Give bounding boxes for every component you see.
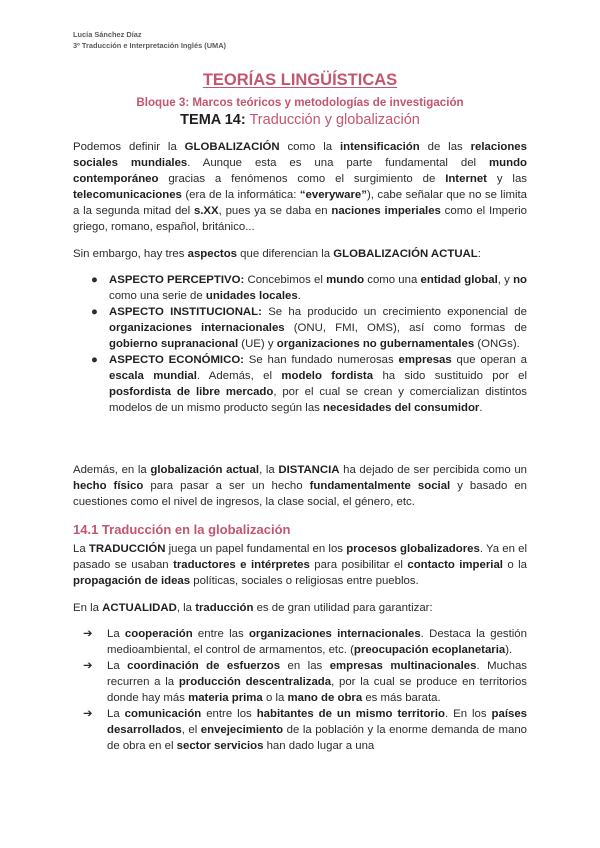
text-run: políticas, sociales o religiosas entre pueblos.	[190, 575, 419, 587]
list-item	[73, 626, 527, 658]
aspect-institutional	[109, 306, 527, 350]
text-run: que operan a	[451, 354, 527, 366]
author-name: Lucía Sánchez Díaz	[73, 30, 142, 39]
bold-term: empresas	[398, 354, 452, 366]
bold-term: comunicación	[124, 708, 202, 720]
bold-term: modelo fordista	[281, 370, 374, 382]
text-run: entre las	[192, 628, 249, 640]
text-run: . Aunque esta es una parte fundamental del	[187, 157, 490, 169]
arrow-icon: ➔	[83, 660, 93, 672]
text-run: .	[297, 290, 301, 302]
text-run: y las	[486, 173, 527, 185]
bold-term: envejecimiento	[200, 724, 284, 736]
actuality-intro-text	[73, 600, 527, 616]
topic-name: Traducción y globalización	[249, 112, 420, 128]
bold-term: organizaciones internacionales	[109, 322, 285, 334]
topic-label: TEMA 14:	[180, 112, 246, 128]
text-run: Se ha producido un crecimiento exponencial de	[261, 306, 527, 318]
list-item	[73, 272, 527, 304]
use-cooperation	[107, 628, 527, 656]
arrow-icon: ➔	[83, 628, 93, 640]
bold-term: propagación de ideas	[73, 575, 191, 587]
bold-term: producción descentralizada	[178, 676, 332, 688]
bold-term: fundamentalmente social	[309, 480, 451, 492]
bold-term: escala mundial	[109, 370, 197, 382]
bold-term: necesidades del consumidor	[323, 402, 480, 414]
text-run: , por la cual se produce en territorios donde hay más	[107, 676, 527, 704]
bold-term: telecomunicaciones	[73, 189, 182, 201]
bold-term: hecho físico	[73, 480, 144, 492]
bold-term: materia prima	[188, 692, 263, 704]
use-coordination	[107, 660, 527, 704]
text-run: y basado en cuestiones como el nivel de ingresos, la clase social, el género, etc.	[73, 480, 527, 508]
bold-term: no	[513, 274, 527, 286]
text-run: , y	[497, 274, 514, 286]
text-run: como una serie de	[109, 290, 206, 302]
document-title: TEORÍAS LINGÜÍSTICAS	[202, 71, 398, 89]
bold-term: relaciones sociales mundiales	[73, 141, 527, 169]
bold-term: empresas multinacionales	[329, 660, 477, 672]
bullet-icon: ●	[91, 306, 98, 318]
list-item	[73, 706, 527, 754]
actuality-intro	[73, 600, 527, 616]
text-run: para pasar a ser un hecho	[143, 480, 310, 492]
page-header	[73, 30, 226, 51]
text-run: han dado lugar a una	[263, 740, 375, 752]
text-run: ), cabe señalar que no se limita a la segunda mitad del	[73, 189, 527, 217]
text-run: . En los	[444, 708, 492, 720]
bold-term: “everyware”	[299, 189, 367, 201]
text-run: ha dejado de ser percibida como un	[339, 464, 527, 476]
bold-term: ASPECTO ECONÓMICO:	[109, 354, 244, 366]
bold-term: globalización actual	[150, 464, 260, 476]
text-run: La	[107, 660, 128, 672]
text-run: Además, en la	[73, 464, 151, 476]
bold-term: posfordista de libre mercado	[109, 386, 274, 398]
bold-term: preocupación ecoplanetaria	[353, 644, 506, 656]
aspects-intro	[73, 246, 527, 262]
text-run: , la	[176, 602, 196, 614]
text-run: (ONU, FMI, OMS), así como formas de	[284, 322, 527, 334]
bold-term: sector servicios	[176, 740, 264, 752]
aspect-perceptive	[109, 274, 527, 302]
text-run: es más barata.	[362, 692, 441, 704]
text-run: Podemos definir la	[73, 141, 185, 153]
bold-term: DISTANCIA	[278, 464, 340, 476]
topic-heading	[0, 112, 600, 128]
bold-term: aspectos	[187, 248, 237, 260]
text-run: entre los	[201, 708, 257, 720]
uses-list	[73, 626, 527, 754]
text-run: En la	[73, 602, 103, 614]
text-run: como la	[279, 141, 340, 153]
bold-term: Internet	[445, 173, 487, 185]
aspects-list	[73, 272, 527, 416]
bold-term: GLOBALIZACIÓN	[184, 141, 280, 153]
text-run: . Destaca la gestión medioambiental, el control de armamentos, etc. (	[107, 628, 527, 656]
text-run: :	[477, 248, 481, 260]
bullet-icon: ●	[91, 274, 98, 286]
text-run: como una	[364, 274, 421, 286]
block-subtitle: Bloque 3: Marcos teóricos y metodologías de investigación	[136, 96, 464, 109]
text-run: de la población y la enorme demanda de mano de obra en el	[107, 724, 527, 752]
text-run: , la	[259, 464, 279, 476]
list-item	[73, 352, 527, 416]
distance-text	[73, 462, 527, 510]
text-run: para posibilitar el	[309, 559, 408, 571]
bold-term: gobierno supranacional	[109, 338, 239, 350]
text-run: La	[107, 708, 125, 720]
text-run: o la	[262, 692, 288, 704]
text-run: ).	[505, 644, 513, 656]
text-run: Sin embargo, hay tres	[73, 248, 188, 260]
text-run: ha sido sustituido por el	[373, 370, 527, 382]
text-run: , por el cual se crean y comercializan distintos modelos de un mismo producto según las	[109, 386, 527, 414]
text-run: (UE) y	[238, 338, 277, 350]
bold-term: naciones imperiales	[331, 205, 441, 217]
section-heading: 14.1 Traducción en la globalización	[73, 522, 291, 537]
distance-paragraph	[73, 462, 527, 510]
bold-term: intensificación	[339, 141, 420, 153]
course-name: 3º Traducción e Interpretación Inglés (UMA)	[73, 40, 227, 50]
bold-term: ACTUALIDAD	[102, 602, 177, 614]
text-run: que diferencian la	[237, 248, 334, 260]
bold-term: organizaciones no gubernamentales	[276, 338, 475, 350]
text-run: Se han fundado numerosas	[243, 354, 399, 366]
text-run: de las	[419, 141, 471, 153]
bold-term: cooperación	[124, 628, 193, 640]
intro-paragraph	[73, 139, 527, 235]
bold-term: GLOBALIZACIÓN ACTUAL	[333, 248, 478, 260]
aspect-economic	[109, 354, 527, 414]
text-run: La	[107, 628, 125, 640]
list-item	[73, 304, 527, 352]
use-communication	[107, 708, 527, 752]
translation-paragraph	[73, 541, 527, 589]
text-run: o la	[502, 559, 528, 571]
text-run: Concebimos el	[244, 274, 327, 286]
aspects-intro-text	[73, 246, 527, 262]
text-run: .	[479, 402, 483, 414]
text-run: . Muchas recurren a la	[107, 660, 527, 688]
bold-term: unidades locales	[205, 290, 298, 302]
bold-term: entidad global	[420, 274, 498, 286]
text-run: La	[73, 543, 89, 555]
arrow-icon: ➔	[83, 708, 93, 720]
globalization-definition	[73, 139, 527, 235]
text-run: gracias a fenómenos como el surgimiento de	[158, 173, 446, 185]
bold-term: traductores e intérpretes	[173, 559, 310, 571]
list-item	[73, 658, 527, 706]
bold-term: mundo	[326, 274, 365, 286]
bold-term: organizaciones internacionales	[248, 628, 421, 640]
text-run: , el	[181, 724, 201, 736]
bold-term: coordinación de esfuerzos	[127, 660, 281, 672]
text-run: (era de la informática:	[181, 189, 300, 201]
bold-term: traducción	[195, 602, 254, 614]
text-run: (ONGs).	[474, 338, 520, 350]
text-run: . Además, el	[196, 370, 282, 382]
text-run: . Ya en el pasado se usaban	[73, 543, 527, 571]
bold-term: TRADUCCIÓN	[88, 543, 166, 555]
translation-role-text	[73, 541, 527, 589]
bold-term: países desarrollados	[107, 708, 527, 736]
bold-term: contacto imperial	[407, 559, 503, 571]
text-run: juega un papel fundamental en los	[165, 543, 347, 555]
bullet-icon: ●	[91, 354, 98, 366]
bold-term: procesos globalizadores	[346, 543, 480, 555]
bold-term: ASPECTO PERCEPTIVO:	[109, 274, 245, 286]
text-run: en las	[280, 660, 330, 672]
bold-term: s.XX	[193, 205, 219, 217]
text-run: como el Imperio griego, romano, español, británico...	[73, 205, 527, 233]
text-run: es de gran utilidad para garantizar:	[253, 602, 433, 614]
bold-term: habitantes de un mismo territorio	[256, 708, 445, 720]
text-run: , pues ya se daba en	[218, 205, 332, 217]
bold-term: mano de obra	[287, 692, 363, 704]
bold-term: mundo contemporáneo	[73, 157, 528, 185]
bold-term: ASPECTO INSTITUCIONAL:	[109, 306, 262, 318]
